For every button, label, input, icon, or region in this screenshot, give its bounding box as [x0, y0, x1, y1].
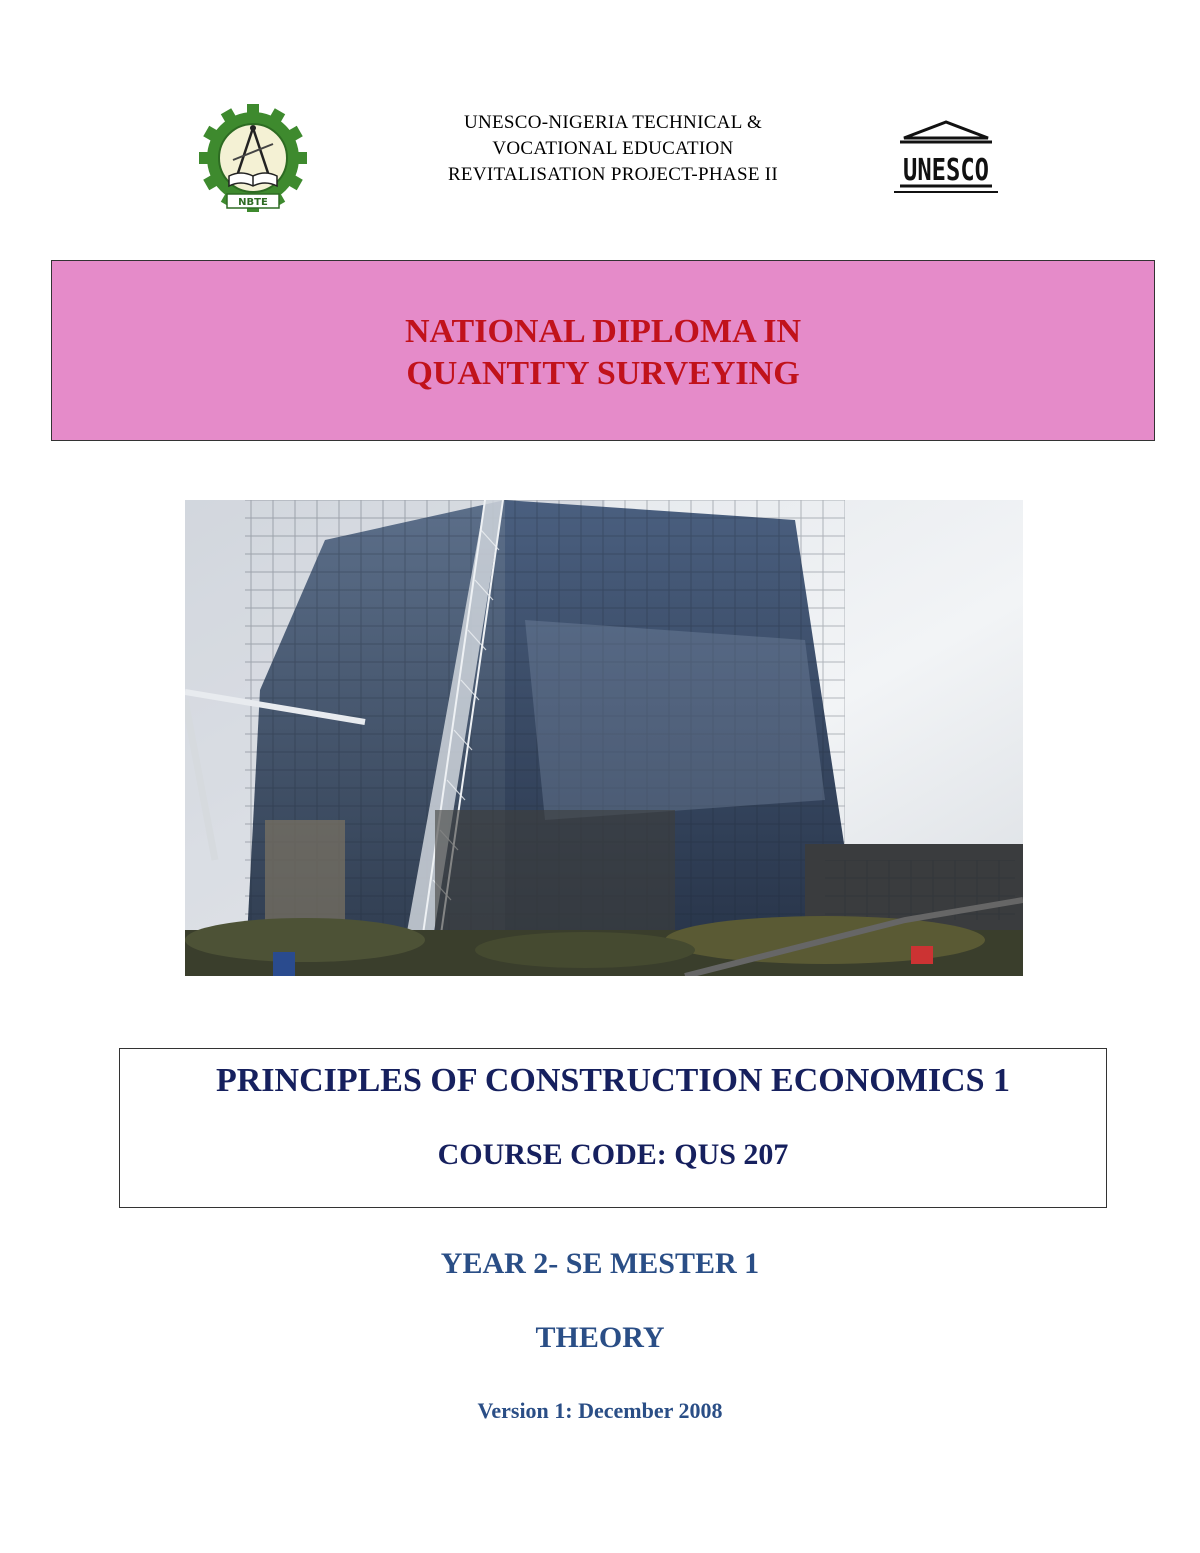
organization-header	[390, 110, 836, 188]
course-code: COURSE CODE: QUS 207	[437, 1138, 789, 1171]
year-semester: YEAR 2- SE MESTER 1	[440, 1247, 760, 1280]
header-line-1: UNESCO-NIGERIA TECHNICAL &	[463, 112, 763, 133]
unesco-logo	[890, 120, 1002, 196]
nbte-logo-text: NBTE	[238, 197, 268, 208]
header-line-3: REVITALISATION PROJECT-PHASE II	[447, 164, 779, 185]
course-title: PRINCIPLES OF CONSTRUCTION ECONOMICS 1	[215, 1062, 1011, 1099]
theory-label: THEORY	[535, 1321, 665, 1354]
nbte-logo	[193, 104, 313, 216]
unesco-logo-text: UNESCO	[903, 153, 989, 188]
course-box	[119, 1048, 1107, 1208]
version-label: Version 1: December 2008	[477, 1398, 723, 1423]
header-line-2: VOCATIONAL EDUCATION	[492, 138, 734, 159]
building-photo	[185, 500, 1023, 976]
diploma-banner	[51, 260, 1155, 441]
diploma-title-line-2: QUANTITY SURVEYING	[406, 355, 800, 392]
diploma-title-line-1: NATIONAL DIPLOMA IN	[404, 313, 802, 350]
diploma-title	[52, 311, 1154, 395]
